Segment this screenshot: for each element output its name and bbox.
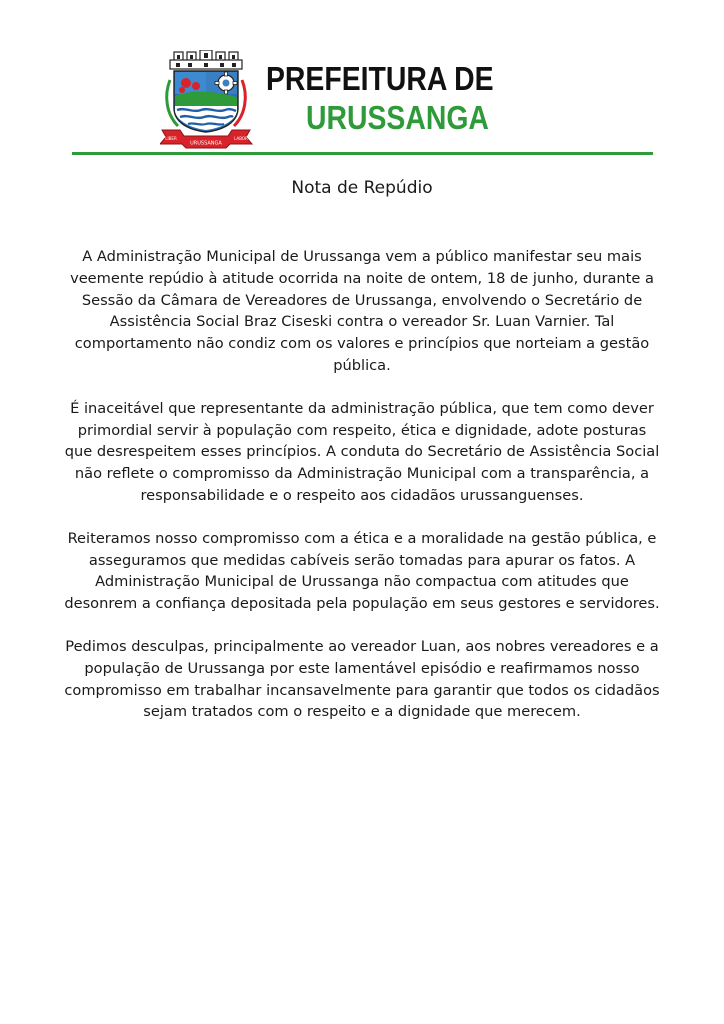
ribbon-motto-right: LABOR [234,136,248,141]
letterhead [0,0,724,160]
paragraph-4: Pedimos desculpas, principalmente ao vereador Luan, aos nobres vereadores e a população de Urussanga por este lamentável episódio e reafirmamos nosso compromisso em trabalhar incansavelmente para garantir que todos os cidadãos sejam tratados com o respeito e a dignidade que merecem. [64,637,660,721]
document-body [62,246,662,744]
brand-line-prefeitura: PREFEITURA DE [266,60,494,97]
document-title: Nota de Repúdio [291,178,433,198]
ribbon-town-name: URUSSANGA [190,140,222,147]
brand-line-urussanga: URUSSANGA [306,99,489,136]
paragraph-1: A Administração Municipal de Urussanga vem a público manifestar seu mais veemente repúdio à atitude ocorrida na noite de ontem, 18 de junho, durante a Sessão da Câmara de Vereadores de Urussanga, envolvendo o Secretário de Assistência Social Braz Ciseski contra o vereador Sr. Luan Varnier. Tal comportamento não condiz com os valores e princípios que norteiam a gestão pública. [70,248,654,374]
municipal-coat-of-arms-logo [160,50,258,150]
paragraph-2: É inaceitável que representante da administração pública, que tem como dever primordial servir à população com respeito, ética e dignidade, adote posturas que desrespeitem esses princípios. A conduta do Secretário de Assistência Social não reflete o compromisso da Administração Municipal com a transparência, a responsabilidade e o respeito aos cidadãos urussanguenses. [64,399,660,504]
ribbon-motto-left: LIBER [165,136,177,141]
municipality-wordmark [266,60,566,138]
header-divider [72,152,653,155]
paragraph-3: Reiteramos nosso compromisso com a ética e a moralidade na gestão pública, e asseguramos que medidas cabíveis serão tomadas para apurar os fatos. A Administração Municipal de Urussanga não compactua com atitudes que desonrem a confiança depositada pela população em seus gestores e servidores. [64,529,660,613]
